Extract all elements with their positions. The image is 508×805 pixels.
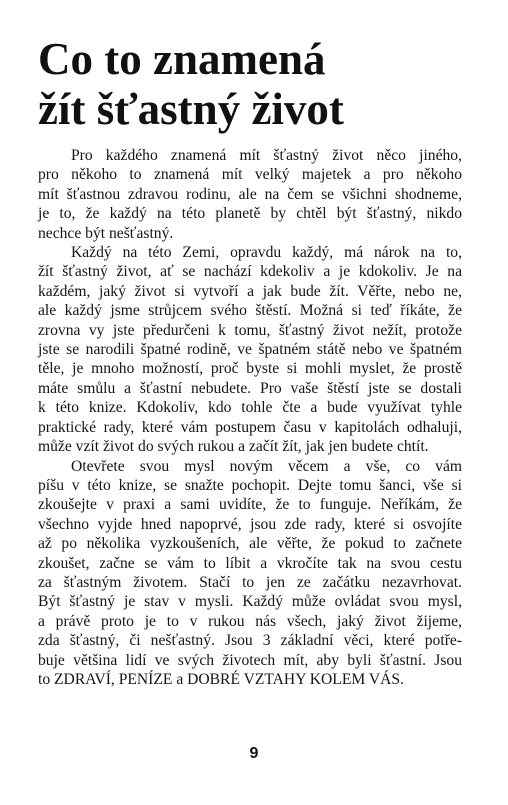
page-number: 9 bbox=[249, 745, 259, 762]
text-line: Pro každého znamená mít šťastný život něco jiného, bbox=[71, 147, 462, 164]
text-line: Každý na této Zemi, opravdu každý, má nárok na to, bbox=[71, 244, 462, 262]
text-line: zrovna vy jste předurčeni k tomu, šťastný život nežít, protože bbox=[38, 321, 462, 339]
text-line: Otevřete svou mysl novým věcem a vše, co vám bbox=[71, 457, 462, 475]
text-line: za šťastným životem. Stačí to jen ze začátku nezavrhovat. bbox=[38, 573, 462, 591]
text-line: praktické rady, které vám postupem času v kapitolách odhaluji, bbox=[38, 418, 462, 436]
chapter-title-line-2: žít šťastný život bbox=[38, 84, 344, 134]
text-line: Být šťastný je stav v mysli. Každý může ovládat svou mysl, bbox=[38, 593, 462, 611]
text-line: máte smůlu a šťastní nebudete. Pro vaše štěstí jste se dostali bbox=[38, 379, 462, 397]
text-line: každém, jaký život si vytvoří a jak bude žít. Věřte, nebo ne, bbox=[38, 282, 462, 300]
text-line: může vzít život do svých rukou a začít žít, jak jen budete chtít. bbox=[38, 438, 429, 456]
text-line: mít šťastnou zdravou rodinu, ale na čem se všichni shodneme, bbox=[38, 185, 462, 203]
text-line: těle, je mnoho možností, proč byste si mohli myslet, že prostě bbox=[38, 360, 462, 378]
text-line: zkoušet, začne se vám to líbit a vkročíte tak na svou cestu bbox=[38, 554, 462, 572]
text-line: ale každý jsme strůjcem svého štěstí. Možná si teď říkáte, že bbox=[38, 302, 462, 320]
text-line: žít šťastný život, ať se nachází kdekoliv a je kdokoliv. Je na bbox=[38, 263, 462, 281]
body-text bbox=[38, 146, 462, 689]
text-line: pro někoho to znamená mít velký majetek a pro někoho bbox=[38, 166, 462, 184]
text-line: zda šťastný, či nešťastný. Jsou 3 základní věci, které potře- bbox=[38, 632, 462, 650]
text-line: je to, že každý na této planetě by chtěl být šťastný, nikdo bbox=[38, 205, 462, 223]
text-line: zkoušejte v praxi a sami uvidíte, že to funguje. Neříkám, že bbox=[38, 496, 462, 514]
text-line: nechce být nešťastný. bbox=[38, 224, 174, 242]
chapter-title bbox=[38, 34, 478, 134]
text-line: to ZDRAVÍ, PENÍZE a DOBRÉ VZTAHY KOLEM VÁS. bbox=[38, 670, 404, 688]
text-line: a právě proto je to v rukou nás všech, jaký život žijeme, bbox=[38, 612, 462, 630]
text-line: píšu v této knize, se snažte pochopit. Dejte tomu šanci, vše si bbox=[38, 476, 462, 494]
text-line: buje většina lidí ve svých životech mít, aby byli šťastní. Jsou bbox=[38, 651, 462, 669]
text-line: až po několika vyzkoušeních, ale věřte, že pokud to začnete bbox=[38, 535, 462, 553]
text-line: všechno vyjde hned napoprvé, jsou zde rady, které si osvojíte bbox=[38, 515, 462, 533]
text-line: k této knize. Kdokoliv, kdo tohle čte a bude využívat tyhle bbox=[38, 399, 462, 417]
text-line: jste se narodili špatné rodině, ve špatném státě nebo ve špatném bbox=[38, 341, 462, 359]
chapter-title-line-1: Co to znamená bbox=[38, 34, 326, 84]
